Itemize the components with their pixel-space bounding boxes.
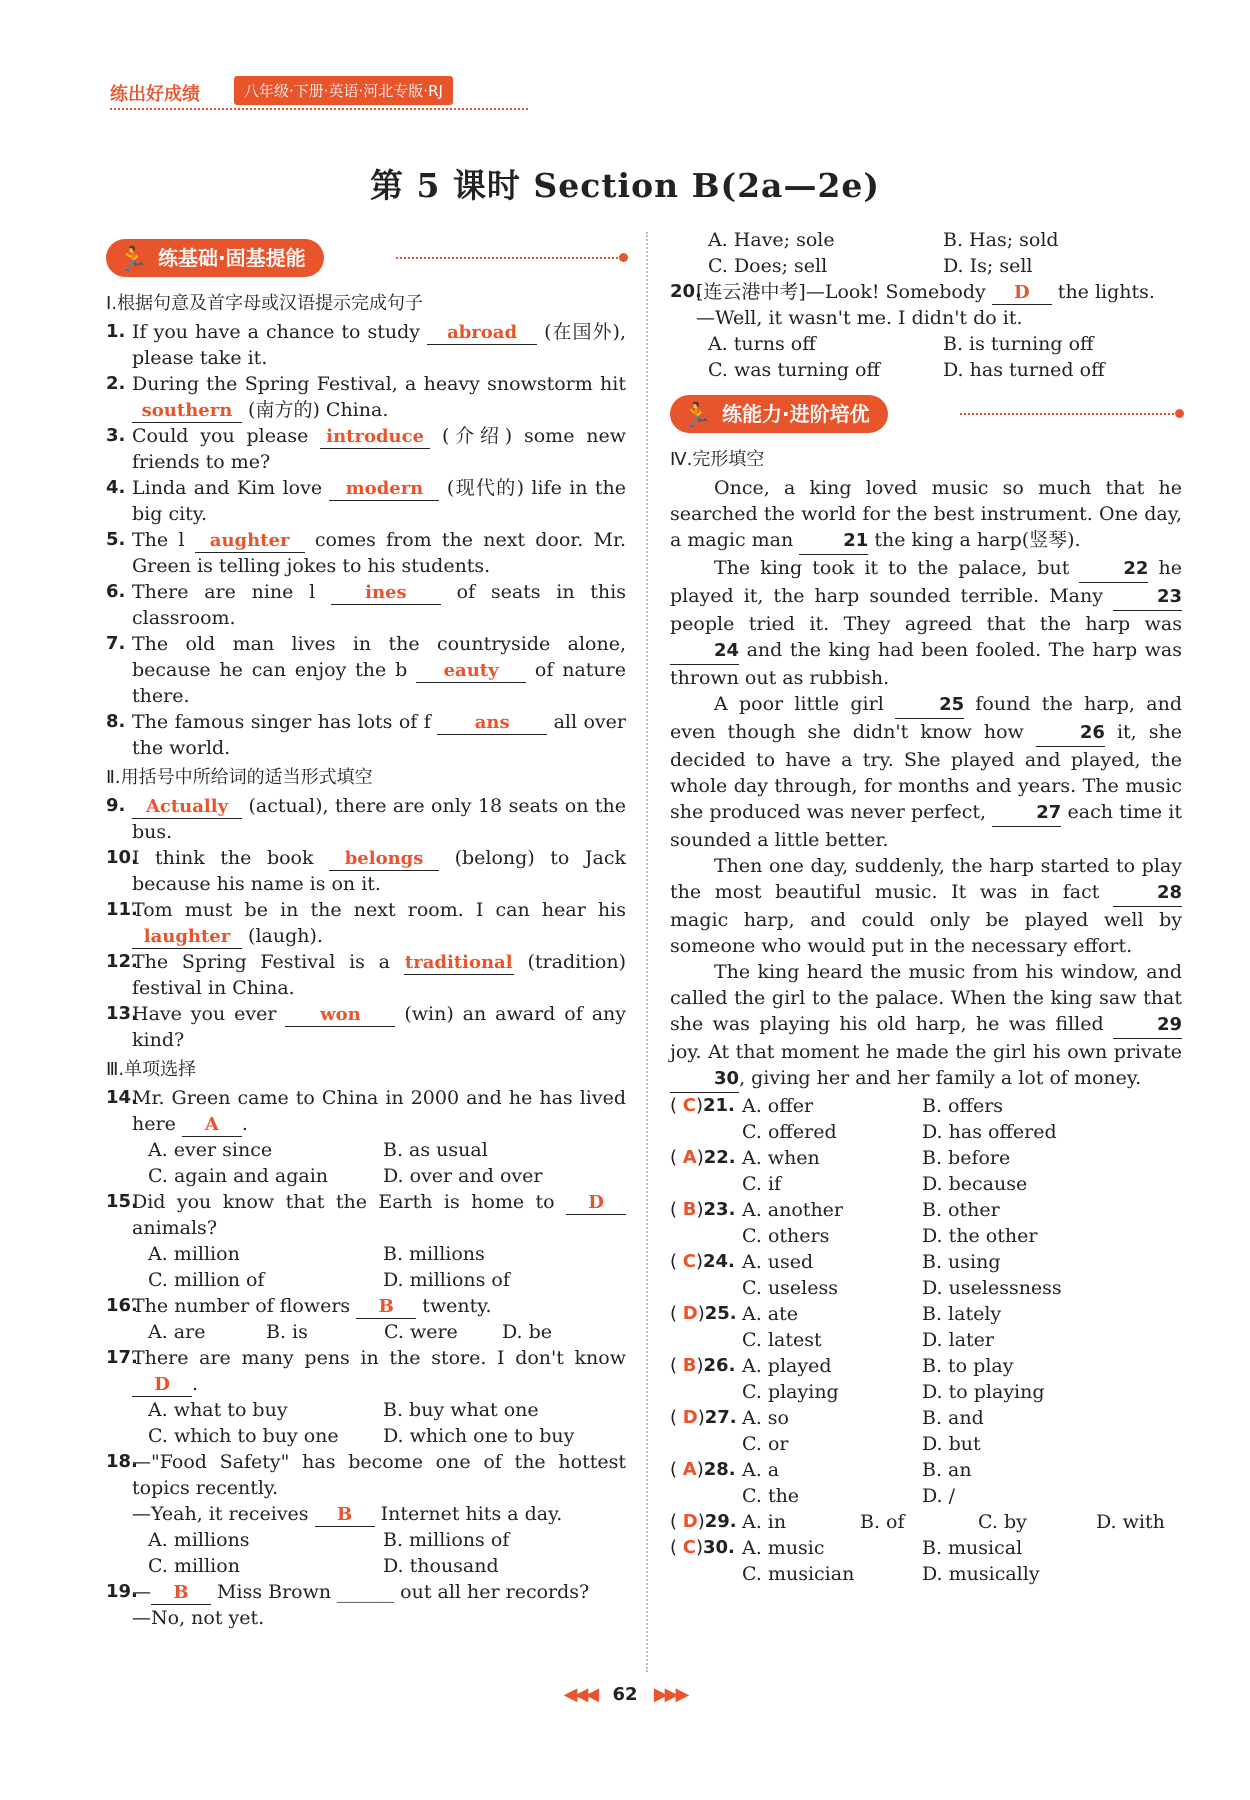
q-text: (现代的) life in the big city. xyxy=(132,477,627,525)
q-text: Have you ever xyxy=(132,1003,286,1025)
option[interactable]: D. be xyxy=(502,1321,553,1343)
option[interactable]: B. before xyxy=(922,1147,1011,1169)
cloze-blank[interactable]: 22 xyxy=(1079,556,1148,583)
question-17 xyxy=(106,1345,626,1397)
chosen-answer[interactable]: D xyxy=(682,1303,698,1324)
cloze-question-30 xyxy=(670,1535,1182,1587)
q-num: 28. xyxy=(703,1459,736,1480)
q-text: Mr. Green came to China in 2000 and he has lived here xyxy=(132,1087,626,1135)
answer-bracket: ( A)28. xyxy=(670,1459,736,1480)
option[interactable]: A. a xyxy=(742,1459,780,1481)
q-text: the lights. xyxy=(1051,281,1155,303)
options-14 xyxy=(106,1137,626,1189)
q-text: animals? xyxy=(132,1217,217,1239)
option[interactable]: A. Have; sole xyxy=(708,229,835,251)
q-text: There are many pens in the store. I don't know xyxy=(132,1347,626,1369)
q-text: The number of flowers xyxy=(132,1295,357,1317)
cloze-blank[interactable]: 26 xyxy=(1036,720,1105,747)
q-num: 1. xyxy=(106,321,126,342)
page-number: 62 xyxy=(612,1684,638,1705)
option[interactable]: D. to playing xyxy=(922,1381,1045,1403)
option[interactable]: D. but xyxy=(922,1433,981,1455)
runner-icon: 🏃 xyxy=(682,401,712,429)
option[interactable]: A. turns off xyxy=(708,333,816,355)
banner-label: 练基础·固基提能 xyxy=(158,246,306,270)
q-num: 29. xyxy=(704,1511,737,1532)
cloze-text: Once, a king loved music so much that he searched the world for the best instrument. One day, a magic man xyxy=(670,477,1182,551)
option[interactable]: C. Does; sell xyxy=(708,255,828,277)
question-16 xyxy=(106,1293,626,1319)
q-text: Linda and Kim love xyxy=(132,477,330,499)
q-num: 17. xyxy=(106,1347,138,1368)
q-num: 13. xyxy=(106,1003,138,1024)
cloze-heading: Ⅳ.完形填空 xyxy=(670,449,765,470)
cloze-text: and the king had been fooled. The harp was thrown out as rubbish. xyxy=(670,639,1182,689)
options-15 xyxy=(106,1241,626,1293)
answer-bracket: ( A)22. xyxy=(670,1147,736,1168)
option[interactable]: B. is turning off xyxy=(943,333,1094,355)
option[interactable]: B. millions xyxy=(383,1243,485,1265)
q-text: Miss Brown ______ out all her records? xyxy=(211,1581,590,1603)
q-num: 8. xyxy=(106,711,126,732)
cloze-paragraph xyxy=(670,555,1182,691)
options-16 xyxy=(106,1319,626,1345)
q-num: 19. xyxy=(106,1581,138,1602)
option[interactable]: C. if xyxy=(742,1173,782,1195)
q-num: 6. xyxy=(106,581,126,602)
cloze-blank[interactable]: 25 xyxy=(895,692,964,719)
option[interactable]: D. has turned off xyxy=(943,359,1105,381)
option[interactable]: C. which to buy one xyxy=(148,1425,339,1447)
q-text: —No, not yet. xyxy=(132,1607,265,1629)
option[interactable]: A. played xyxy=(742,1355,832,1377)
q-text: all over the world. xyxy=(132,711,626,759)
answer-field[interactable]: D xyxy=(992,282,1052,305)
part2-heading: Ⅱ.用括号中所给词的适当形式填空 xyxy=(106,767,373,788)
answer-field[interactable]: laughter xyxy=(132,926,242,949)
cloze-question-24 xyxy=(670,1249,1182,1301)
cloze-paragraph xyxy=(670,691,1182,853)
answer-field[interactable]: B xyxy=(356,1296,416,1319)
question-14 xyxy=(106,1085,626,1137)
option[interactable]: B. to play xyxy=(922,1355,1014,1377)
option[interactable]: B. an xyxy=(922,1459,972,1481)
option[interactable]: B. as usual xyxy=(383,1139,488,1161)
q-text: . xyxy=(241,1113,248,1135)
cloze-text: the king a harp(竖琴). xyxy=(868,529,1081,551)
answer-field[interactable]: D xyxy=(132,1374,192,1397)
q-num: 3. xyxy=(106,425,126,446)
q-num: 18. xyxy=(106,1451,138,1472)
right-column xyxy=(670,227,1182,1587)
answer-bracket: ( B)23. xyxy=(670,1199,736,1220)
answer-field[interactable]: belongs xyxy=(329,848,439,871)
q-text: The famous singer has lots of f xyxy=(132,711,438,733)
answer-field[interactable]: introduce xyxy=(320,426,430,449)
q-text: Tom must be in the next room. I can hear his xyxy=(132,899,626,921)
brand-label: 练出好成绩 xyxy=(110,84,200,105)
q-num: 22. xyxy=(703,1147,736,1168)
question-3 xyxy=(106,423,626,475)
cloze-text: The king heard the music from his window, and called the girl to the palace. When the king saw that she was playing his old harp, he was filled xyxy=(670,961,1182,1035)
option[interactable]: C. others xyxy=(742,1225,830,1247)
answer-field[interactable]: traditional xyxy=(404,952,513,973)
cloze-question-23 xyxy=(670,1197,1182,1249)
question-9 xyxy=(106,793,626,845)
q-text: —Well, it wasn't me. I didn't do it. xyxy=(696,307,1023,329)
answer-field[interactable]: won xyxy=(285,1004,395,1027)
part1-heading: Ⅰ.根据句意及首字母或汉语提示完成句子 xyxy=(106,293,424,314)
q-text: (belong) to Jack because his name is on it. xyxy=(132,847,626,895)
chosen-answer[interactable]: D xyxy=(682,1407,698,1428)
option[interactable]: B. Has; sold xyxy=(943,229,1059,251)
answer-field[interactable]: A xyxy=(182,1114,242,1137)
cloze-text: it, she decided to have a try. She played and played, the whole day through, for months and years. The music she produced was never perfect, xyxy=(670,721,1183,823)
answer-field[interactable]: aughter xyxy=(195,530,305,553)
option[interactable]: A. another xyxy=(742,1199,844,1221)
cloze-question-29 xyxy=(670,1509,1182,1535)
q-num: 4. xyxy=(106,477,126,498)
banner-pill xyxy=(106,239,324,277)
chosen-answer[interactable]: B xyxy=(682,1199,697,1220)
chosen-answer[interactable]: B xyxy=(682,1355,697,1376)
option[interactable]: D. has offered xyxy=(922,1121,1057,1143)
options-17 xyxy=(106,1397,626,1449)
answer-field[interactable]: eauty xyxy=(416,660,526,683)
q-text: I think the book xyxy=(132,847,330,869)
question-6 xyxy=(106,579,626,631)
q-text: Did you know that the Earth is home to xyxy=(132,1191,566,1213)
q-text: (介绍) some new friends to me? xyxy=(132,425,627,473)
option[interactable]: A. what to buy xyxy=(148,1399,288,1421)
answer-field[interactable]: Actually xyxy=(132,796,242,819)
cloze-paragraph xyxy=(670,475,1182,555)
q-num: 7. xyxy=(106,633,126,654)
cloze-blank[interactable]: 27 xyxy=(992,800,1061,827)
cloze-blank[interactable]: 21 xyxy=(799,528,868,555)
option[interactable]: A. ate xyxy=(742,1303,799,1325)
option[interactable]: A. ever since xyxy=(148,1139,273,1161)
q-text: (在国外), please take it. xyxy=(132,321,626,369)
q-num: 15. xyxy=(106,1191,138,1212)
question-1 xyxy=(106,319,626,371)
q-text: comes from the next door. Mr. Green is telling jokes to his students. xyxy=(132,529,627,577)
question-20 xyxy=(670,279,1182,331)
q-num: 30. xyxy=(703,1537,735,1558)
chosen-answer[interactable]: A xyxy=(682,1459,697,1480)
option[interactable]: D. with xyxy=(1096,1511,1165,1533)
chosen-answer[interactable]: C xyxy=(682,1095,696,1116)
q-text: twenty. xyxy=(416,1295,492,1317)
q-text: (actual), there are only 18 seats on the bus. xyxy=(132,795,626,843)
option[interactable]: C. were xyxy=(384,1321,458,1343)
options-19 xyxy=(670,227,1182,279)
q-text: —Yeah, it receives xyxy=(132,1503,315,1525)
banner-pill xyxy=(670,395,888,433)
option[interactable]: D. over and over xyxy=(383,1165,543,1187)
answer-field[interactable]: B xyxy=(315,1504,375,1527)
option[interactable]: A. offer xyxy=(742,1095,814,1117)
question-12 xyxy=(106,949,626,1001)
page-title: 第 5 课时 Section B(2a—2e) xyxy=(369,166,881,205)
option[interactable]: C. musician xyxy=(742,1563,855,1585)
cloze-blank[interactable]: 29 xyxy=(1113,1012,1182,1039)
cloze-text: he played it, the harp sounded terrible. Many xyxy=(670,557,1182,607)
q-num: 27. xyxy=(704,1407,737,1428)
option[interactable]: B. buy what one xyxy=(383,1399,539,1421)
option[interactable]: C. by xyxy=(978,1511,1027,1533)
option[interactable]: B. is xyxy=(266,1321,308,1343)
question-11 xyxy=(106,897,626,949)
question-2 xyxy=(106,371,626,423)
option[interactable]: A. in xyxy=(742,1511,787,1533)
runner-icon: 🏃 xyxy=(118,245,148,273)
q-text: of nature there. xyxy=(132,659,626,707)
q-num: 23. xyxy=(703,1199,736,1220)
option[interactable]: D. Is; sell xyxy=(943,255,1033,277)
question-10 xyxy=(106,845,626,897)
q-num: 9. xyxy=(106,795,126,816)
q-text: The l xyxy=(132,529,195,551)
q-text: [连云港中考]—Look! Somebody xyxy=(696,281,992,303)
option[interactable]: B. using xyxy=(922,1251,1001,1273)
q-num: 20. xyxy=(670,281,702,302)
left-column xyxy=(106,237,626,1631)
banner-dotted-line xyxy=(396,257,622,259)
chosen-answer[interactable]: A xyxy=(682,1147,697,1168)
option[interactable]: C. useless xyxy=(742,1277,838,1299)
option[interactable]: C. again and again xyxy=(148,1165,329,1187)
answer-field[interactable]: modern xyxy=(329,478,439,501)
q-num: 12. xyxy=(106,951,138,972)
cloze-question-22 xyxy=(670,1145,1182,1197)
q-num: 26. xyxy=(703,1355,736,1376)
q-text: The old man lives in the countryside alone, because he can enjoy the b xyxy=(132,633,626,681)
q-text: If you have a chance to study xyxy=(132,321,428,343)
question-5 xyxy=(106,527,626,579)
next-page-icon[interactable]: ▶▶▶ xyxy=(653,1684,687,1705)
cloze-question-27 xyxy=(670,1405,1182,1457)
cloze-blank[interactable]: 28 xyxy=(1113,880,1182,907)
q-num: 2. xyxy=(106,373,126,394)
option[interactable]: A. used xyxy=(742,1251,814,1273)
question-8 xyxy=(106,709,626,761)
cloze-text: Then one day, suddenly, the harp started to play the most beautiful music. It was in fact xyxy=(670,855,1182,903)
q-text: Internet hits a day. xyxy=(374,1503,563,1525)
answer-bracket: ( C)30. xyxy=(670,1537,735,1558)
answer-field[interactable]: abroad xyxy=(427,322,537,345)
option[interactable]: B. other xyxy=(922,1199,1000,1221)
q-text: There are nine l xyxy=(132,581,331,603)
q-text: Could you please xyxy=(132,425,321,447)
chosen-answer[interactable]: C xyxy=(682,1251,696,1272)
answer-field[interactable]: ans xyxy=(437,712,547,735)
q-num: 14. xyxy=(106,1087,138,1108)
q-num: 25. xyxy=(704,1303,737,1324)
option[interactable]: D. millions of xyxy=(383,1269,510,1291)
cloze-paragraph xyxy=(670,959,1182,1093)
column-divider xyxy=(646,232,648,1672)
cloze-question-28 xyxy=(670,1457,1182,1509)
section-banner-basic xyxy=(106,237,626,281)
cloze-question-26 xyxy=(670,1353,1182,1405)
page-footer xyxy=(0,1684,1250,1705)
q-text: The Spring Festival is a xyxy=(132,951,404,973)
option[interactable]: C. million of xyxy=(148,1269,265,1291)
option[interactable]: A. when xyxy=(742,1147,820,1169)
option[interactable]: D. thousand xyxy=(383,1555,499,1577)
option[interactable]: B. of xyxy=(860,1511,905,1533)
cloze-blank[interactable]: 23 xyxy=(1113,584,1182,611)
cloze-text: found the harp, and even though she didn't know how xyxy=(670,693,1182,743)
q-text: . xyxy=(192,1373,199,1395)
prev-page-icon[interactable]: ◀◀◀ xyxy=(563,1684,597,1705)
cloze-blank[interactable]: 30 xyxy=(670,1066,739,1093)
banner-label: 练能力·进阶培优 xyxy=(722,402,870,426)
q-num: 10. xyxy=(106,847,138,868)
q-num: 11. xyxy=(106,899,138,920)
q-text: (laugh). xyxy=(242,925,323,947)
option[interactable]: B. millions of xyxy=(383,1529,510,1551)
question-13 xyxy=(106,1001,626,1053)
cloze-text: people tried it. They agreed that the harp was xyxy=(670,613,1182,635)
options-20 xyxy=(670,331,1182,383)
cloze-text: joy. At that moment he made the girl his own private xyxy=(670,1041,1182,1063)
q-num: 5. xyxy=(106,529,126,550)
options-18 xyxy=(106,1527,626,1579)
option[interactable]: D. uselessness xyxy=(922,1277,1062,1299)
option[interactable]: D. / xyxy=(922,1485,956,1507)
option[interactable]: D. the other xyxy=(922,1225,1038,1247)
q-text: of seats in this classroom. xyxy=(132,581,626,629)
q-text: (win) an award of any kind? xyxy=(132,1003,626,1051)
option[interactable]: C. million xyxy=(148,1555,240,1577)
q-text: — xyxy=(132,1581,151,1603)
option[interactable]: B. offers xyxy=(922,1095,1004,1117)
question-7 xyxy=(106,631,626,709)
chosen-answer[interactable]: C xyxy=(682,1537,696,1558)
book-tag: 八年级·下册·英语·河北专版·RJ xyxy=(234,76,453,105)
option[interactable]: D. which one to buy xyxy=(383,1425,575,1447)
option[interactable]: C. playing xyxy=(742,1381,839,1403)
cloze-question-25 xyxy=(670,1301,1182,1353)
answer-bracket: ( B)26. xyxy=(670,1355,736,1376)
q-num: 21. xyxy=(703,1095,735,1116)
option[interactable]: B. and xyxy=(922,1407,984,1429)
option[interactable]: A. million xyxy=(148,1243,240,1265)
cloze-question-21 xyxy=(670,1093,1182,1145)
option[interactable]: C. or xyxy=(742,1433,789,1455)
q-text: —"Food Safety" has become one of the hottest topics recently. xyxy=(132,1451,626,1499)
cloze-blank[interactable]: 24 xyxy=(670,638,739,665)
option[interactable]: A. millions xyxy=(148,1529,250,1551)
question-18 xyxy=(106,1449,626,1527)
option[interactable]: B. musical xyxy=(922,1537,1023,1559)
option[interactable]: D. because xyxy=(922,1173,1028,1195)
option[interactable]: D. musically xyxy=(922,1563,1040,1585)
option[interactable]: C. offered xyxy=(742,1121,837,1143)
cloze-text: A poor little girl xyxy=(714,693,896,715)
answer-field[interactable]: ines xyxy=(331,582,441,605)
answer-field[interactable]: D xyxy=(566,1192,626,1215)
answer-bracket: ( D)25. xyxy=(670,1303,737,1324)
banner-dotted-line xyxy=(960,413,1178,415)
cloze-text: each time it sounded a little better. xyxy=(670,801,1182,851)
cloze-text: The king took it to the palace, but xyxy=(714,557,1080,579)
answer-field[interactable]: southern xyxy=(132,400,242,423)
chosen-answer[interactable]: D xyxy=(682,1511,698,1532)
section-banner-advanced xyxy=(670,393,1182,437)
cloze-text: , giving her and her family a lot of money. xyxy=(739,1067,1142,1089)
cloze-paragraph xyxy=(670,853,1182,959)
option[interactable]: C. was turning off xyxy=(708,359,880,381)
option[interactable]: C. the xyxy=(742,1485,800,1507)
q-text: (南方的) China. xyxy=(242,399,389,421)
header-divider xyxy=(110,108,528,110)
q-text: During the Spring Festival, a heavy snowstorm hit xyxy=(132,373,626,395)
answer-field[interactable]: B xyxy=(151,1582,211,1605)
question-15 xyxy=(106,1189,626,1241)
option[interactable]: C. latest xyxy=(742,1329,822,1351)
option[interactable]: B. lately xyxy=(922,1303,1002,1325)
answer-bracket: ( C)24. xyxy=(670,1251,735,1272)
part3-heading: Ⅲ.单项选择 xyxy=(106,1059,197,1080)
option[interactable]: A. are xyxy=(148,1321,206,1343)
option[interactable]: D. later xyxy=(922,1329,995,1351)
q-text: (tradition) festival in China. xyxy=(132,951,626,999)
option[interactable]: A. music xyxy=(742,1537,825,1559)
answer-bracket: ( D)27. xyxy=(670,1407,737,1428)
q-num: 24. xyxy=(703,1251,735,1272)
cloze-options xyxy=(670,1093,1182,1587)
question-4 xyxy=(106,475,626,527)
question-19 xyxy=(106,1579,626,1631)
answer-bracket: ( C)21. xyxy=(670,1095,735,1116)
cloze-text: magic harp, and could only be played well by someone who would put in the necessary effort. xyxy=(670,909,1182,957)
option[interactable]: A. so xyxy=(742,1407,789,1429)
answer-bracket: ( D)29. xyxy=(670,1511,737,1532)
q-num: 16. xyxy=(106,1295,138,1316)
